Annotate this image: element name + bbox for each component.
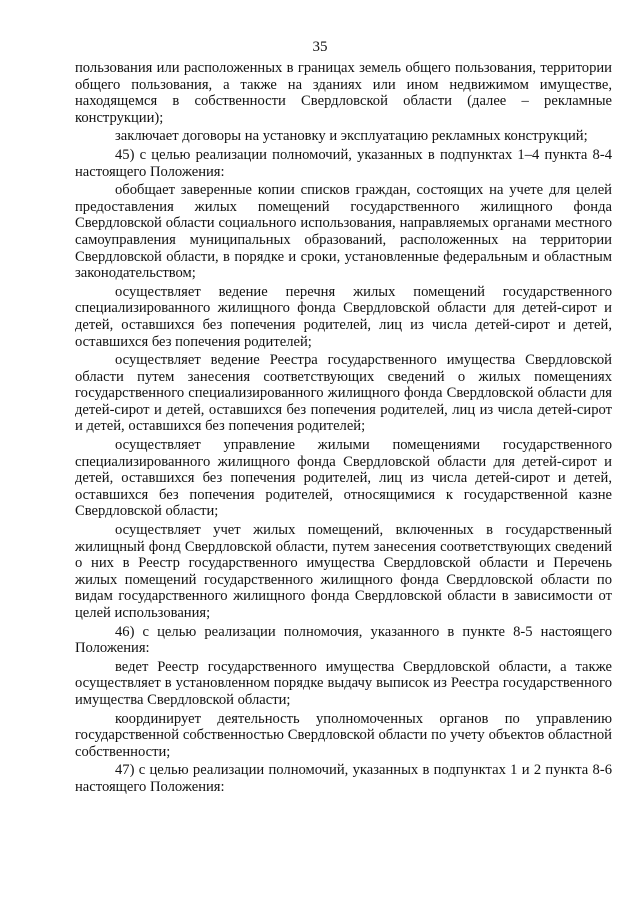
paragraph: осуществляет ведение Реестра государственного имущества Свердловской области путем занесения соответствующих сведений о жилых помещениях государственного специализированного жилищного фонда Свердловской области для детей-сирот и детей, оставшихся без попечения родителей, лиц из числа детей-сирот и детей, оставшихся без попечения родителей; [75, 352, 612, 435]
paragraph: заключает договоры на установку и эксплуатацию рекламных конструкций; [115, 128, 588, 145]
paragraph-continuation: пользования или расположенных в границах земель общего пользования, территории общего пользования, а также на зданиях или ином недвижимом имуществе, находящемся в собственности Свердловской области (далее – рекламные конструкции); [75, 60, 612, 126]
paragraph: осуществляет учет жилых помещений, включенных в государственный жилищный фонд Свердловской области, путем занесения соответствующих сведений о них в Реестр государственного имущества Свердловской области и Перечень жилых помещений государственного жилищного фонда Свердловской области по видам государственного жилищного фонда Свердловской области в зависимости от целей использования; [75, 522, 612, 621]
paragraph: координирует деятельность уполномоченных органов по управлению государственной собственностью Свердловской области по учету объектов областной собственности; [75, 710, 612, 760]
paragraph: осуществляет управление жилыми помещениями государственного специализированного жилищного фонда Свердловской области для детей-сирот и детей, оставшихся без попечения родителей, лиц из числа детей-сирот и детей, оставшихся без попечения родителей, относящимися к государственной казне Свердловской области; [75, 437, 612, 520]
paragraph: ведет Реестр государственного имущества Свердловской области, а также осуществляет в установленном порядке выдачу выписок из Реестра государственного имущества Свердловской области; [75, 658, 612, 708]
paragraph-item-46: 46) с целью реализации полномочия, указанного в пункте 8-5 настоящего Положения: [75, 623, 612, 657]
paragraph-item-45: 45) с целью реализации полномочий, указанных в подпунктах 1–4 пункта 8-4 настоящего Положения: [75, 146, 612, 180]
page-number: 35 [312, 39, 328, 55]
paragraph-item-47: 47) с целью реализации полномочий, указанных в подпунктах 1 и 2 пункта 8-6 настоящего Положения: [75, 762, 612, 795]
paragraph: осуществляет ведение перечня жилых помещений государственного специализированного жилищного фонда Свердловской области для детей-сирот и детей, оставшихся без попечения родителей, лиц из числа детей-сирот и детей, оставшихся без попечения родителей; [75, 283, 612, 350]
paragraph: обобщает заверенные копии списков граждан, состоящих на учете для целей предоставления жилых помещений государственного жилищного фонда Свердловской области социального использования, направляемых органами местного самоуправления муниципальных образований, расположенных на территории Свердловской области, в порядке и сроки, установленные федеральным и областным законодательством; [75, 182, 612, 282]
document-body [75, 60, 612, 798]
